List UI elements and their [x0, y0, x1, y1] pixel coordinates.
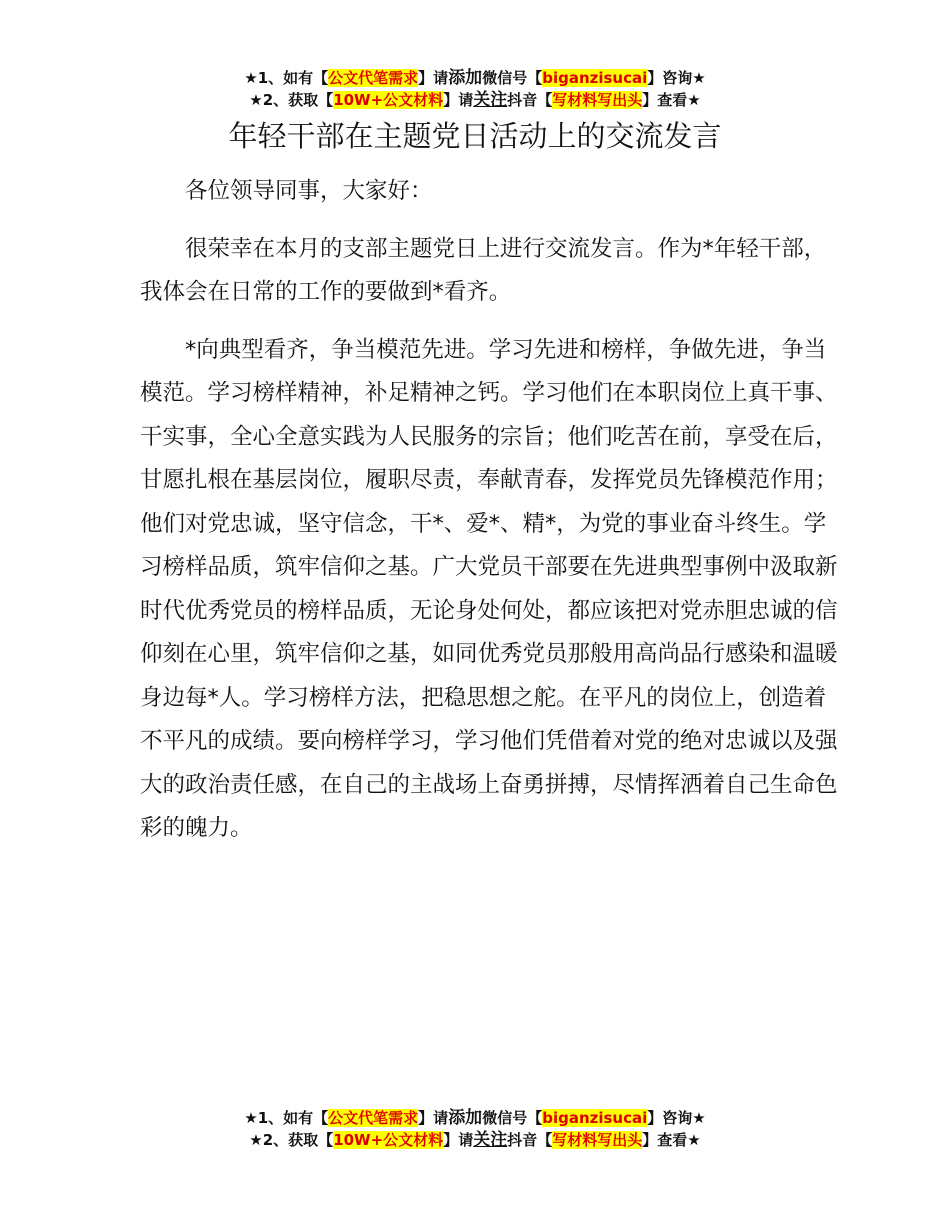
banner-text: 】查看★: [642, 91, 701, 109]
banner-text: 】请: [418, 1109, 449, 1127]
banner-text: 】咨询★: [647, 69, 706, 87]
banner-emphasis: 关注: [473, 1130, 508, 1150]
banner-text: 】请: [443, 1131, 474, 1149]
banner-highlight: biganzisucai: [542, 69, 648, 87]
banner-emphasis: 添加: [448, 68, 483, 88]
banner-text: 】咨询★: [647, 1109, 706, 1127]
banner-text: 】查看★: [642, 1131, 701, 1149]
banner-highlight: 写材料写出头: [552, 91, 643, 109]
paragraph-intro: 很荣幸在本月的支部主题党日上进行交流发言。作为*年轻干部，我体会在日常的工作的要做到*看齐。: [140, 235, 827, 305]
banner-text: 微信号【: [482, 69, 543, 87]
paragraph-main: *向典型看齐，争当模范先进。学习先进和榜样，争做先进，争当模范。学习榜样精神，补足精神之钙。学习他们在本职岗位上真干事、干实事，全心全意实践为人民服务的宗旨；他们吃苦在前，享受在后，甘愿扎根在基层岗位，履职尽责，奉献青春，发挥党员先锋模范作用；他们对党忠诚，坚守信念，干*、爱*、精*，为党的事业奋斗终生。学习榜样品质，筑牢信仰之基。广大党员干部要在先进典型事例中汲取新时代优秀党员的榜样品质，无论身处何处，都应该把对党赤胆忠诚的信仰刻在心里，筑牢信仰之基，如同优秀党员那般用高尚品行感染和温暖身边每*人。学习榜样方法，把稳思想之舵。在平凡的岗位上，创造着不平凡的成绩。要向榜样学习，学习他们凭借着对党的绝对忠诚以及强大的政治责任感，在自己的主战场上奋勇拼搏，尽情挥洒着自己生命色彩的魄力。: [140, 336, 838, 841]
banner-line-1: [0, 67, 950, 89]
document-title: 年轻干部在主题党日活动上的交流发言: [228, 119, 722, 153]
banner-line-2: [0, 1129, 950, 1151]
footer-banner: [0, 1107, 950, 1151]
banner-text: 抖音【: [507, 1131, 553, 1149]
document-body: [140, 170, 840, 851]
banner-highlight: 公文代笔需求: [328, 1109, 419, 1127]
paragraph-greeting: 各位领导同事，大家好：: [185, 178, 433, 204]
banner-text: 微信号【: [482, 1109, 543, 1127]
banner-text: 】请: [418, 69, 449, 87]
banner-emphasis: 关注: [473, 90, 508, 110]
banner-highlight: 10W+公文材料: [333, 91, 444, 109]
banner-emphasis: 添加: [448, 1108, 483, 1128]
banner-text: 抖音【: [507, 91, 553, 109]
banner-text: ★2、获取【: [249, 91, 334, 109]
banner-text: 】请: [443, 91, 474, 109]
header-banner: [0, 67, 950, 111]
banner-highlight: biganzisucai: [542, 1109, 648, 1127]
banner-text: ★1、如有【: [244, 1109, 329, 1127]
banner-highlight: 写材料写出头: [552, 1131, 643, 1149]
banner-highlight: 公文代笔需求: [328, 69, 419, 87]
banner-line-1: [0, 1107, 950, 1129]
banner-highlight: 10W+公文材料: [333, 1131, 444, 1149]
banner-text: ★2、获取【: [249, 1131, 334, 1149]
banner-text: ★1、如有【: [244, 69, 329, 87]
banner-line-2: [0, 89, 950, 111]
